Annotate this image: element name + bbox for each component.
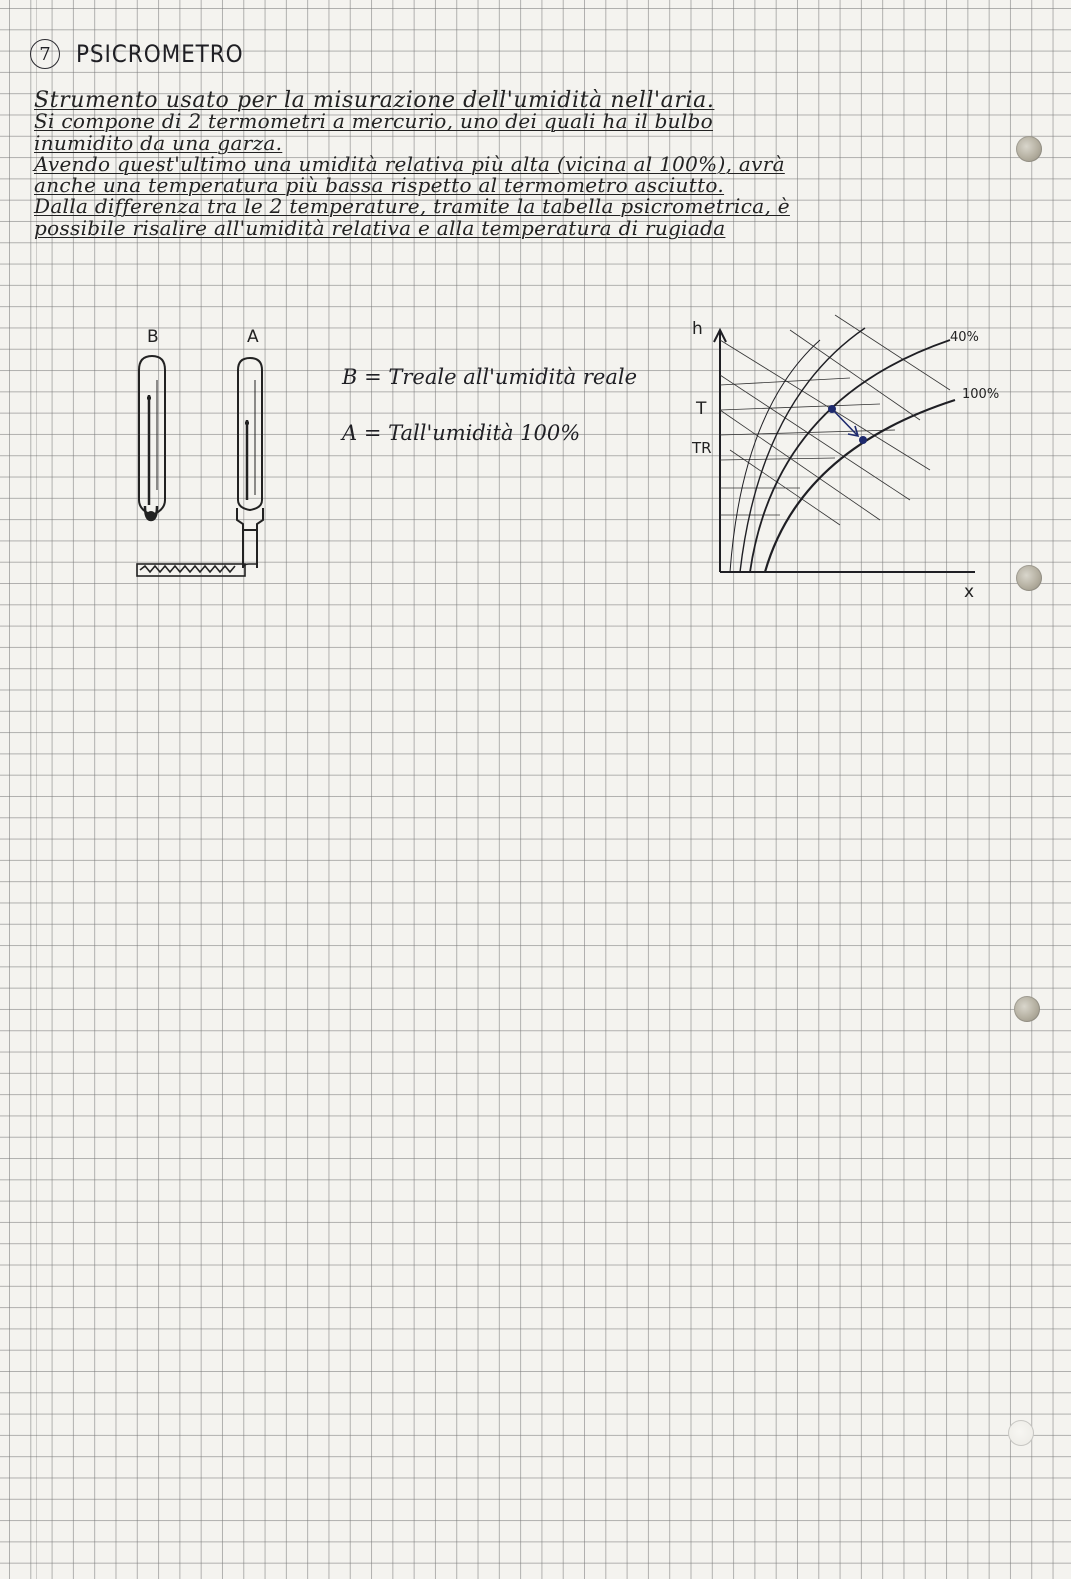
binder-hole <box>1008 1420 1034 1446</box>
curve-label-100: 100% <box>962 387 1000 402</box>
dry-thermometer <box>139 356 165 520</box>
binder-hole <box>1014 996 1040 1022</box>
curve-40 <box>750 340 950 572</box>
paragraph-line: anche una temperatura più bassa rispetto al termometro asciutto. <box>34 173 725 198</box>
temperature-label: T <box>696 399 707 419</box>
psychrometer-sketch <box>125 320 285 590</box>
thermometer-legend <box>342 365 637 477</box>
description-paragraph <box>34 90 994 239</box>
y-axis-label: h <box>692 319 703 339</box>
section-heading <box>30 36 262 72</box>
wet-thermometer <box>237 358 263 568</box>
paragraph-line: Si compone di 2 termometri a mercurio, uno dei quali ha il bulbo <box>34 109 713 134</box>
binder-hole <box>1016 565 1042 591</box>
paragraph-line: inumidito da una garza. <box>34 130 283 155</box>
paragraph-line: Strumento usato per la misurazione dell'umidità nell'aria. <box>34 88 715 113</box>
dew-point-label: TR <box>692 439 712 457</box>
section-title: PSICROMETRO <box>76 40 244 68</box>
legend-wet-bulb: A = Tall'umidità 100% <box>342 421 581 445</box>
section-number-badge <box>30 39 60 69</box>
curve-100 <box>765 400 955 572</box>
curve-label-40: 40% <box>950 330 979 345</box>
binder-hole <box>1016 136 1042 162</box>
humidity-curves <box>730 328 955 572</box>
process-path <box>828 405 867 444</box>
x-axis-label: x <box>964 582 975 602</box>
thermometer-b-label: B <box>147 327 159 347</box>
thermometer-a-label: A <box>247 327 259 347</box>
isotherm-lines <box>720 378 895 515</box>
paragraph-line: Avendo quest'ultimo una umidità relativa più alta (vicina al 100%), avrà <box>34 151 785 176</box>
legend-dry-bulb: B = Treale all'umidità reale <box>342 365 637 389</box>
state-point-saturated <box>859 436 867 444</box>
psychrometric-diagram <box>680 310 1020 610</box>
paragraph-line: possibile risalire all'umidità relativa e alla temperatura di rugiada <box>34 215 726 240</box>
section-number: 7 <box>39 43 51 65</box>
gauze-tray <box>137 564 257 576</box>
paragraph-line: Dalla differenza tra le 2 temperature, tramite la tabella psicrometrica, è <box>34 194 790 219</box>
